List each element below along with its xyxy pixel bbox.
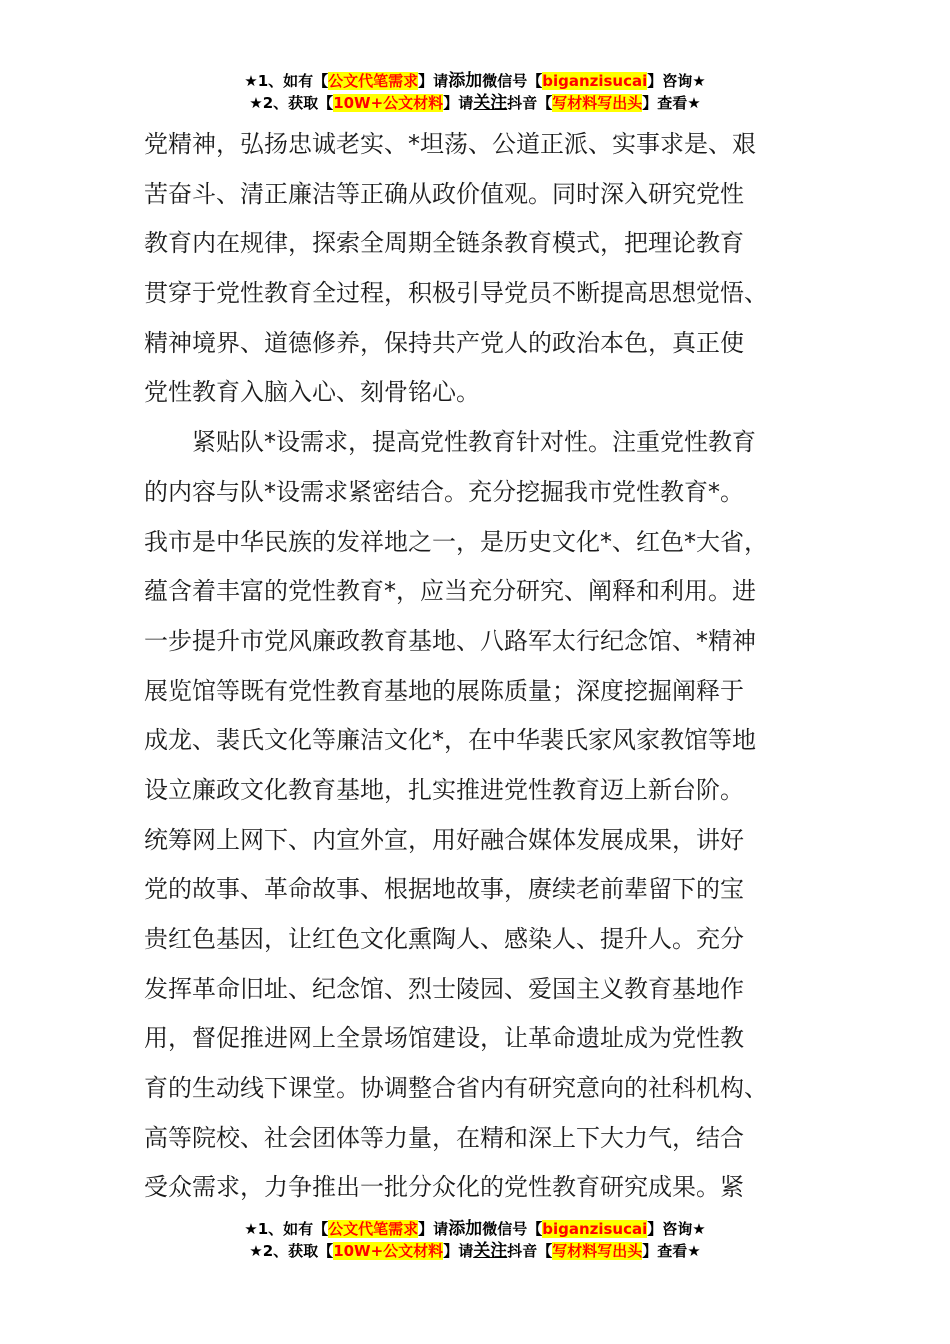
footer-emphasis-follow: 关注 [473,1241,508,1261]
footer-highlight-service: 公文代笔需求 [328,1220,419,1238]
banner-highlight-douyin: 写材料写出头 [552,94,643,112]
paragraph-start-line: 紧贴队*设需求，提高党性教育针对性。注重党性教育 [192,428,756,457]
body-line: 蕴含着丰富的党性教育*，应当充分研究、阐释和利用。进 [144,577,756,606]
body-line: 党性教育入脑入心、刻骨铭心。 [144,378,480,407]
footer-line-2-prefix: ★2、获取【 [249,1242,334,1260]
footer-line-2 [0,1240,950,1262]
footer-line-1-prefix: ★1、如有【 [244,1220,329,1238]
body-line: 贯穿于党性教育全过程，积极引导党员不断提高思想觉悟、 [144,279,768,308]
footer-emphasis-add: 添加 [448,1219,483,1239]
footer-line-1-mid: 】请 [418,1220,449,1238]
footer-line-2-mid: 】请 [443,1242,474,1260]
banner-line-1-mid: 】请 [418,72,449,90]
banner-highlight-service: 公文代笔需求 [328,72,419,90]
footer-line-2-suffix: 】查看★ [642,1242,701,1260]
body-line: 发挥革命旧址、纪念馆、烈士陵园、爱国主义教育基地作 [144,974,744,1003]
body-line: 高等院校、社会团体等力量，在精和深上下大力气，结合 [144,1123,744,1152]
banner-line-1-suffix: 】咨询★ [647,72,706,90]
banner-line-2-suffix: 】查看★ [642,94,701,112]
body-line: 我市是中华民族的发祥地之一，是历史文化*、红色*大省， [144,527,768,556]
document-body [144,120,806,1213]
banner-line-2 [0,92,950,114]
footer-line-1-suffix: 】咨询★ [647,1220,706,1238]
footer-line-2-mid2: 抖音【 [507,1242,553,1260]
footer-highlight-materials: 10W+公文材料 [333,1242,444,1260]
body-line: 贵红色基因，让红色文化熏陶人、感染人、提升人。充分 [144,925,744,953]
body-line: 党精神，弘扬忠诚老实、*坦荡、公道正派、实事求是、艰 [144,130,756,158]
banner-line-2-mid: 】请 [443,94,474,112]
banner-emphasis-add: 添加 [448,71,483,91]
body-line: 育的生动线下课堂。协调整合省内有研究意向的社科机构、 [144,1074,768,1103]
footer-line-1 [0,1218,950,1240]
banner-line-1-prefix: ★1、如有【 [244,72,329,90]
footer-banner [0,1218,950,1262]
banner-line-2-mid2: 抖音【 [507,94,553,112]
banner-line-2-prefix: ★2、获取【 [249,94,334,112]
banner-emphasis-follow: 关注 [473,93,508,113]
body-line: 苦奋斗、清正廉洁等正确从政价值观。同时深入研究党性 [144,179,744,208]
body-line: 受众需求，力争推出一批分众化的党性教育研究成果。紧 [144,1173,744,1202]
body-line: 用，督促推进网上全景场馆建设，让革命遗址成为党性教 [144,1024,744,1053]
body-line: 党的故事、革命故事、根据地故事，赓续老前辈留下的宝 [144,875,744,904]
body-line: 成龙、裴氏文化等廉洁文化*，在中华裴氏家风家教馆等地 [144,726,756,755]
body-line: 的内容与队*设需求紧密结合。充分挖掘我市党性教育*。 [144,477,744,506]
banner-highlight-wechat-id: biganzisucai [542,72,648,90]
body-line: 教育内在规律，探索全周期全链条教育模式，把理论教育 [144,229,744,258]
body-line: 展览馆等既有党性教育基地的展陈质量；深度挖掘阐释于 [144,676,744,705]
footer-line-1-mid2: 微信号【 [482,1220,543,1238]
banner-highlight-materials: 10W+公文材料 [333,94,444,112]
body-line: 一步提升市党风廉政教育基地、八路军太行纪念馆、*精神 [144,626,756,655]
footer-highlight-wechat-id: biganzisucai [542,1220,648,1238]
body-line: 设立廉政文化教育基地，扎实推进党性教育迈上新台阶。 [144,775,744,804]
banner-line-1 [0,70,950,92]
body-line: 精神境界、道德修养，保持共产党人的政治本色，真正使 [144,328,744,357]
body-line: 统筹网上网下、内宣外宣，用好融合媒体发展成果，讲好 [144,825,744,854]
header-banner [0,70,950,114]
banner-line-1-mid2: 微信号【 [482,72,543,90]
footer-highlight-douyin: 写材料写出头 [552,1242,643,1260]
